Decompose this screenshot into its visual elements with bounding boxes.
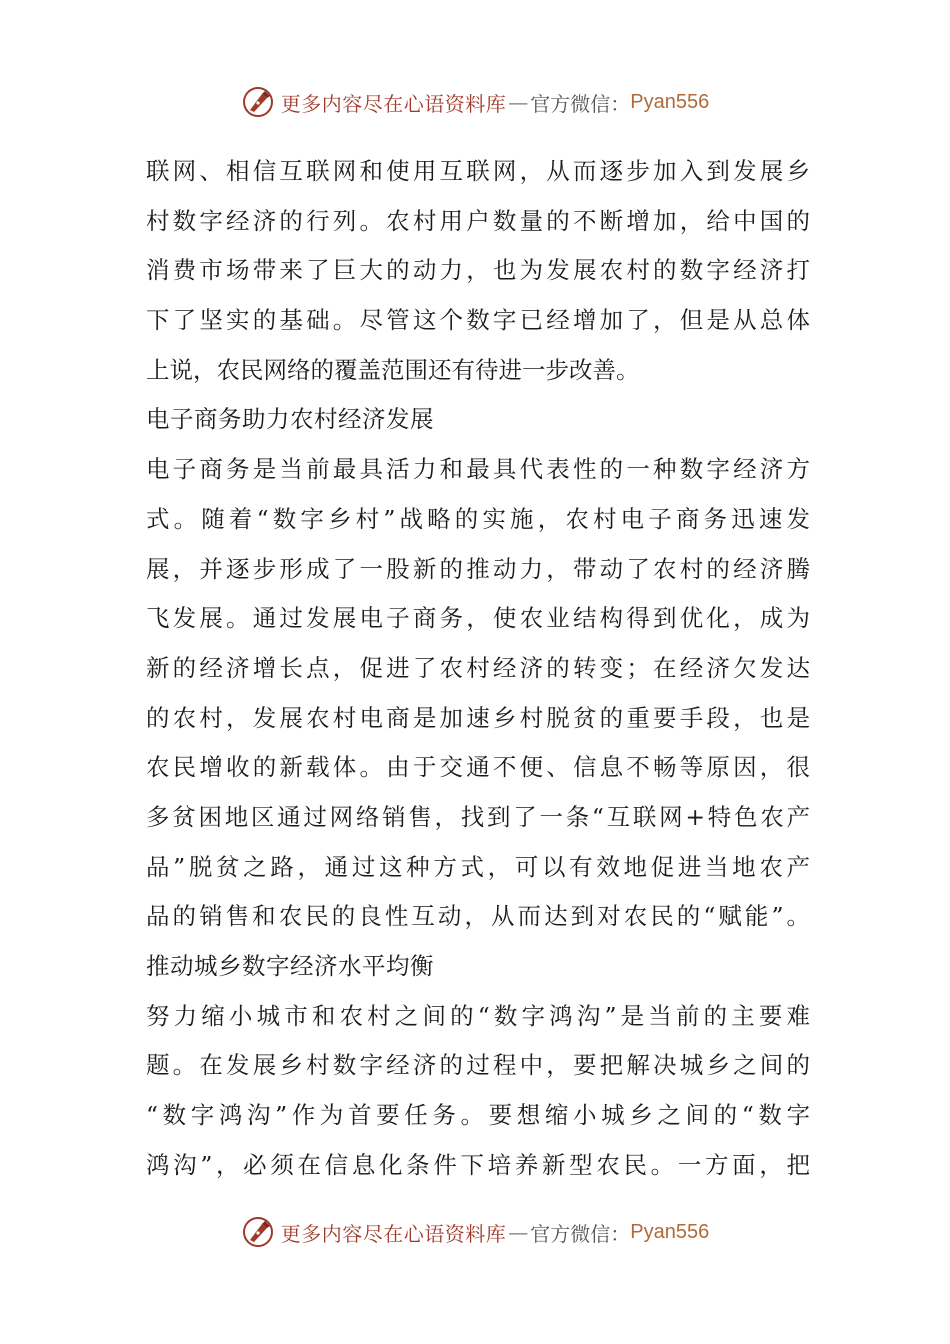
pen-nib-logo-icon (241, 1215, 275, 1249)
text-line: 题。在发展乡村数字经济的过程中，要把解决城乡之间的 (146, 1051, 810, 1080)
text-line: 下了坚实的基础。尽管这个数字已经增加了，但是从总体 (146, 306, 810, 335)
text-line: 式。随着“数字乡村”战略的实施，农村电子商务迅速发 (146, 504, 810, 533)
banner-site-text: 更多内容尽在心语资料库 (280, 1221, 507, 1246)
text-line: 品”脱贫之路，通过这种方式，可以有效地促进当地农产 (146, 852, 810, 881)
text-line: 村数字经济的行列。农村用户数量的不断增加，给中国的 (146, 206, 810, 235)
banner-wechat-label: 官方微信： (530, 91, 631, 116)
banner-wechat-id: Pyan556 (630, 1220, 710, 1243)
text-line: 消费市场带来了巨大的动力，也为发展农村的数字经济打 (146, 256, 810, 285)
banner-dash: — (508, 90, 529, 114)
text-line: 多贫困地区通过网络销售，找到了一条“互联网+特色农产 (146, 802, 810, 831)
text-line: 的农村，发展农村电商是加速乡村脱贫的重要手段，也是 (146, 703, 810, 732)
banner-dash: — (508, 1220, 529, 1244)
banner-wechat-id: Pyan556 (630, 90, 710, 113)
text-line: “数字鸿沟”作为首要任务。要想缩小城乡之间的“数字 (146, 1101, 810, 1130)
text-line: 联网、相信互联网和使用互联网，从而逐步加入到发展乡 (146, 157, 810, 185)
text-line: 飞发展。通过发展电子商务，使农业结构得到优化，成为 (146, 604, 810, 633)
text-line: 鸿沟”，必须在信息化条件下培养新型农民。一方面，把 (146, 1150, 810, 1179)
text-line: 努力缩小城市和农村之间的“数字鸿沟”是当前的主要难 (146, 1001, 810, 1030)
banner-site-text: 更多内容尽在心语资料库 (280, 91, 507, 116)
document-body (146, 147, 810, 1190)
text-line: 展，并逐步形成了一股新的推动力，带动了农村的经济腾 (146, 554, 810, 583)
header-banner (0, 80, 950, 124)
footer-banner (0, 1210, 950, 1254)
text-line: 电子商务是当前最具活力和最具代表性的一种数字经济方 (146, 455, 810, 484)
text-line: 上说，农民网络的覆盖范围还有待进一步改善。 (146, 355, 640, 384)
section-heading: 电子商务助力农村经济发展 (146, 405, 434, 434)
pen-nib-logo-icon (241, 85, 275, 119)
section-heading: 推动城乡数字经济水平均衡 (146, 952, 434, 980)
text-line: 农民增收的新载体。由于交通不便、信息不畅等原因，很 (146, 753, 810, 782)
text-line: 新的经济增长点，促进了农村经济的转变；在经济欠发达 (146, 653, 810, 682)
text-line: 品的销售和农民的良性互动，从而达到对农民的“赋能”。 (146, 902, 810, 931)
banner-wechat-label: 官方微信： (530, 1221, 631, 1246)
